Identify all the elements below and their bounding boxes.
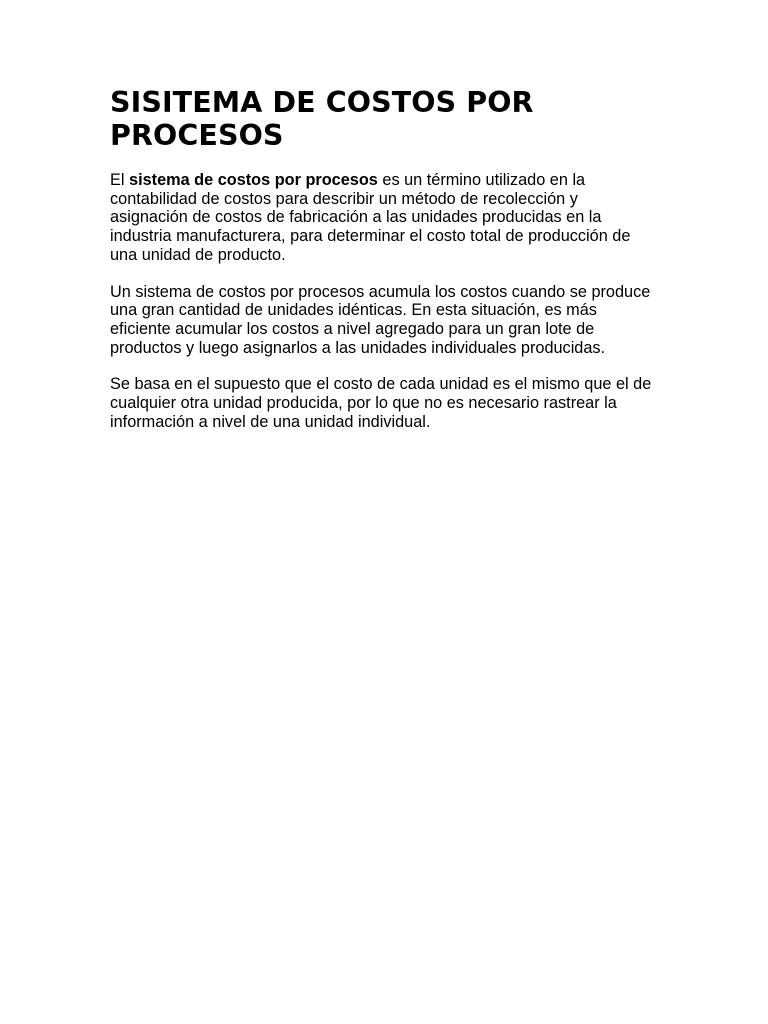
page-title: SISITEMA DE COSTOS POR PROCESOS: [110, 86, 534, 152]
paragraph-definition: [110, 171, 655, 265]
paragraph-definition-lead: El: [110, 171, 130, 189]
paragraph-definition-rest: es un término utilizado en la contabilidad de costos para describir un método de recolección y asignación de costos de fabricación a las unidades producidas en la industria manufacturera, para determinar el costo total de producción de una unidad de producto.: [110, 171, 631, 264]
paragraph-accumulation: Un sistema de costos por procesos acumula los costos cuando se produce una gran cantidad de unidades idénticas. En esta situación, es más eficiente acumular los costos a nivel agregado para un gran lote de productos y luego asignarlos a las unidades individuales producidas.: [110, 282, 651, 357]
paragraph-definition-term: sistema de costos por procesos: [129, 171, 378, 189]
document-body: [110, 86, 655, 449]
paragraph-assumption: Se basa en el supuesto que el costo de cada unidad es el mismo que el de cualquier otra unidad producida, por lo que no es necesario rastrear la información a nivel de una unidad individual.: [110, 375, 652, 431]
